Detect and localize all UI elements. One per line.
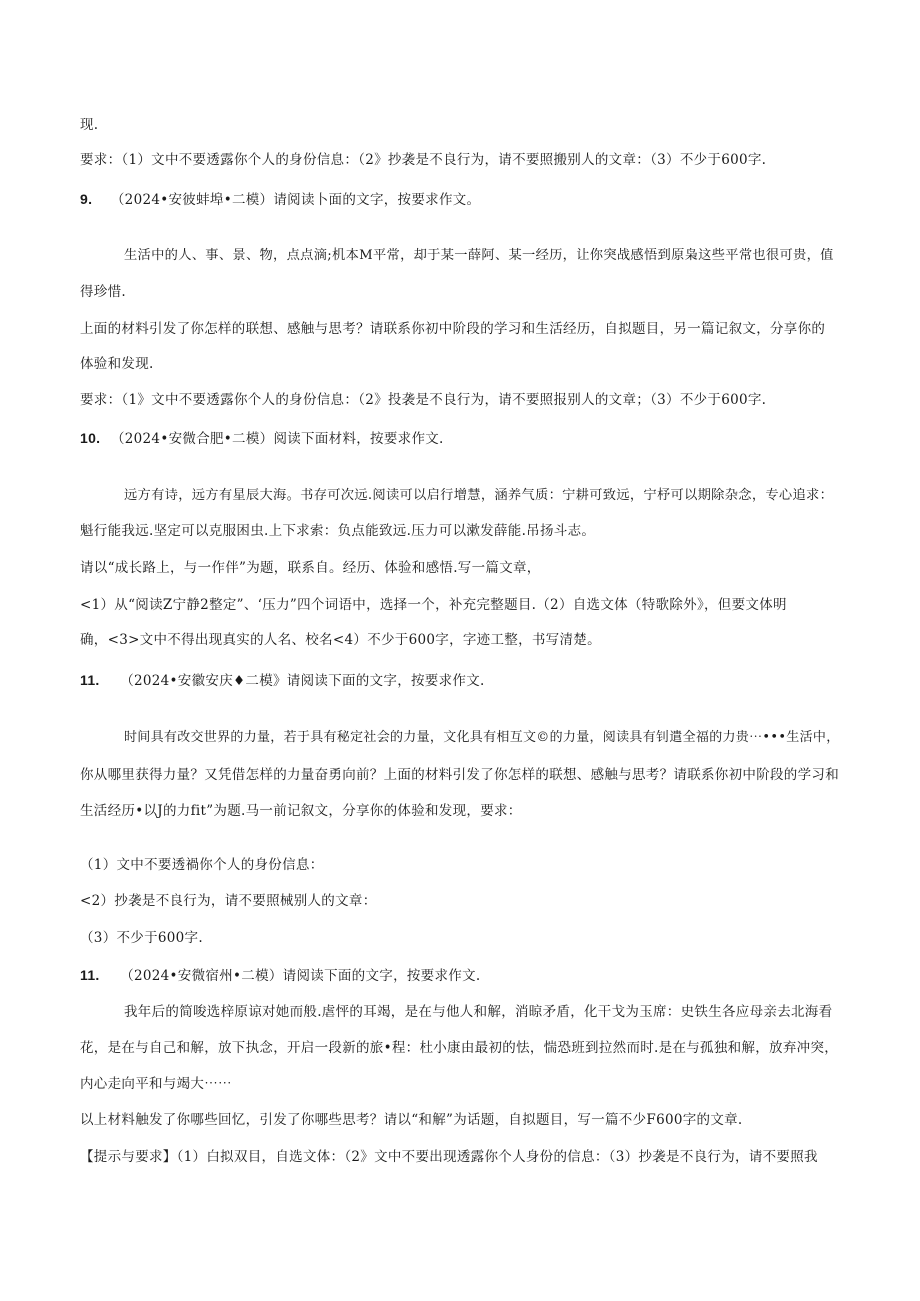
question-number: 9. <box>80 191 93 207</box>
paragraph-line: 以上材料触发了你哪些回忆，引发了你哪些思考？请以“和解”为话题，自拟题目，写一篇不少F600字的文章. <box>80 1112 743 1128</box>
question-source: （2024•安微合肥•二模）阅读下面材料，按要求作文. <box>110 431 444 447</box>
paragraph-line: 生活中的人、事、景、物，点点滴;机本M平常，却于某一薛阿、某一经历，让你突战感悟到原枭这些平常也很可贵，值 <box>124 248 834 263</box>
paragraph-line: 得珍惜. <box>80 284 126 300</box>
requirement-line: 要求：（1》文中不要透露你个人的身份信息：（2》投袭是不良行为，请不要照报别人的文章；（3）不少于600字. <box>80 392 767 408</box>
paragraph-line: 时间具有改交世界的力量，若于具有秘定社会的力量，文化具有相互文©的力量，阅读具有钊遣全福的力贵⋯•••生活中， <box>124 730 840 745</box>
paragraph-line: 你从哪里获得力量？又凭借怎样的力量奋勇向前？上面的材料引发了你怎样的联想、感触与思考？请联系你初中阶段的学习和 <box>80 767 839 783</box>
paragraph-line: 我年后的简唆选梓原谅对她而般.虐怦的耳竭，是在与他人和解，消晾矛盾，化干戈为玉席：史铁生各应母亲去北海看 <box>124 1004 833 1020</box>
paragraph-line: 体验和发现. <box>80 356 154 372</box>
paragraph-line: 魁行能我远.坚定可以克服困虫.上下求索：负点能致远.压力可以漱发薛能.吊扬斗志。 <box>80 523 596 539</box>
text-line: 现. <box>80 117 99 133</box>
question-number: 11. <box>80 967 100 983</box>
question-11b-heading <box>80 966 840 985</box>
requirement-line: 要求：（1）文中不要透露你个人的身份信息：（2》抄袭是不良行为，请不要照搬别人的文章：（3）不少于600字. <box>80 152 767 168</box>
requirement-line: <2）抄袭是不良行为，请不要照械别人的文章： <box>80 893 377 909</box>
requirement-line: 【提示与要求】（1）白拟双目，自选文体：（2》文中不要出现透露你个人身份的信息：（3）抄袭是不良行为，请不要照我 <box>80 1149 818 1165</box>
paragraph-line: <1）从“阅读Z宁静2整定”、‘压力”四个词语中，选择一个，补充完整题目.（2）自选文体（特歌除外》，但要文体明 <box>80 597 787 613</box>
paragraph-line: 花，是在与自己和解，放下执念，开启一段新的旅•程：杜小康由最初的怯，惴恐班到拉然而时.是在与孤独和解，放弃冲突， <box>80 1040 839 1056</box>
requirement-line: （1）文中不要透禍你个人的身份信息： <box>80 857 324 873</box>
question-11a-heading <box>80 671 840 690</box>
question-number: 11. <box>80 672 100 688</box>
question-source: （2024•安微宿州•二模）请阅读下面的文字，按要求作文. <box>120 968 481 984</box>
paragraph-line: 生活经历•以J的力fit”为题.马一前记叙文，分享你的体验和发现，要求： <box>80 803 522 819</box>
requirement-line: （3）不少于600字. <box>80 930 203 946</box>
paragraph-line: 内心走向平和与竭大⋯⋯ <box>80 1076 232 1092</box>
paragraph-line: 确，<3>文中不得出现真实的人名、校名<4）不少于600字，字迹工整，书写清楚。 <box>80 632 601 648</box>
paragraph-line: 上面的材料引发了你怎样的联想、感触与思考？请联系你初中阶段的学习和生活经历，自拟题目，另一篇记叙文，分享你的 <box>80 321 826 337</box>
paragraph-line: 远方有诗，远方有星辰大海。书存可次远.阅读可以启行增慧，涵养气质：宁耕可致远，宁杼可以期除杂念，专心追求： <box>124 488 834 503</box>
paragraph-line: 请以“成长路上，与一作伴”为题，联系自。经历、体验和感悟.写一篇文章， <box>80 560 541 576</box>
question-source: （2024•安彼蚌埠•二模）请阅读卜面的文字，按要求作文。 <box>110 192 481 208</box>
question-source: （2024•安徽安庆♦二模》请阅读下面的文字，按要求作文. <box>120 673 485 689</box>
question-10-heading <box>80 429 840 448</box>
question-number: 10. <box>80 430 101 446</box>
question-9-heading <box>80 190 840 209</box>
